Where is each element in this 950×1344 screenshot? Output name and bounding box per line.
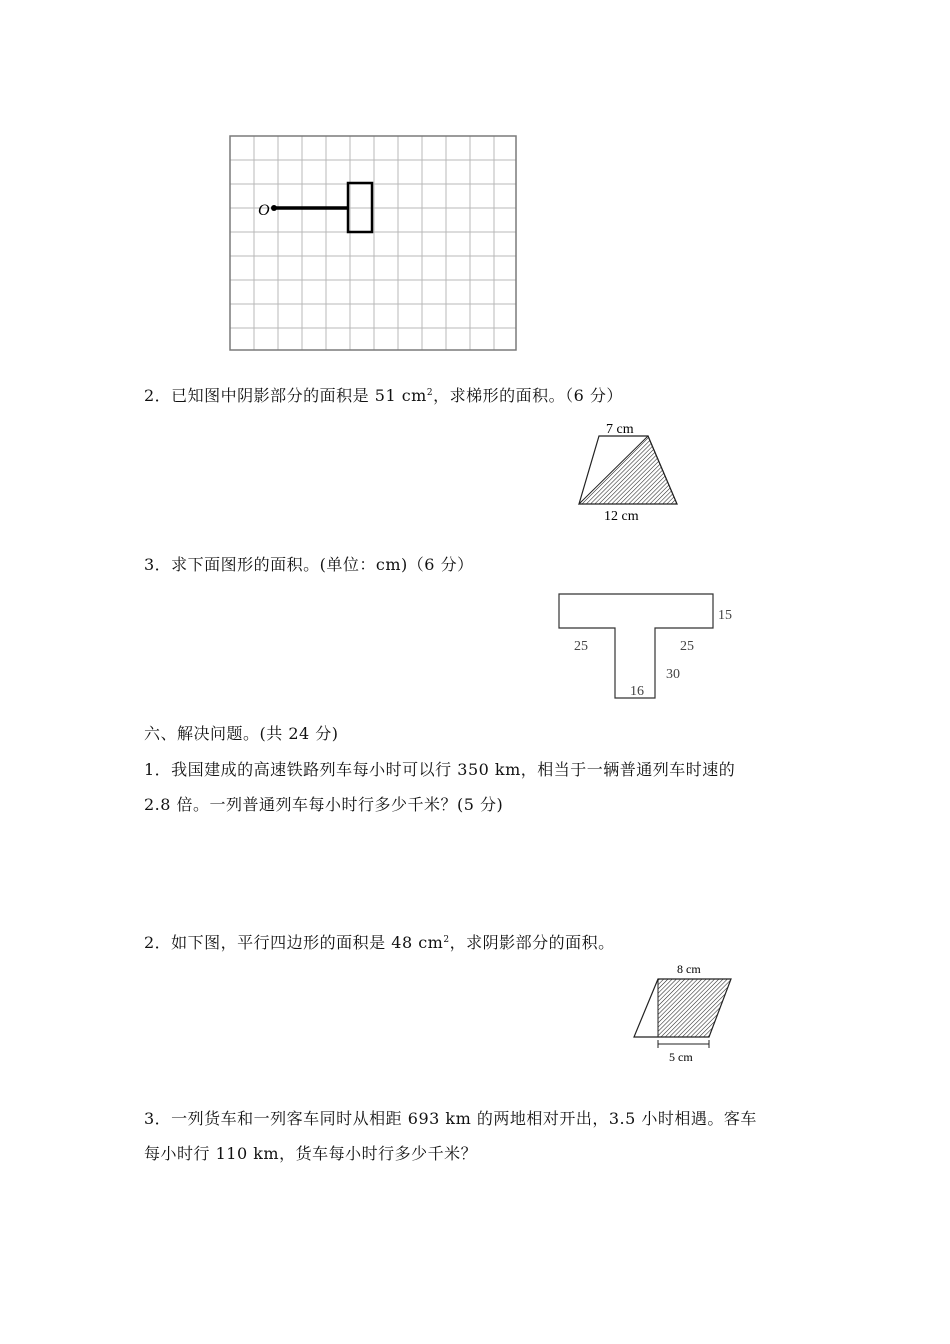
label-30: 30 [666,667,680,682]
question-text: 2．如下图，平行四边形的面积是 48 cm [144,933,444,952]
trapezoid-top-label: 7 cm [606,422,634,437]
grid-figure [226,132,522,354]
question-6-2 [144,931,615,955]
question-6-1-line2: 2.8 倍。一列普通列车每小时行多少千米？(5 分) [144,795,504,814]
label-25-right: 25 [680,639,694,654]
parallelogram-bottom-label: 5 cm [669,1050,693,1064]
section-6-title: 六、解决问题。(共 24 分) [144,724,339,743]
label-16: 16 [630,684,644,699]
origin-dot [271,205,277,211]
parallelogram-top-label: 8 cm [677,962,701,976]
trapezoid-figure [570,418,690,526]
question-5-2 [144,384,623,408]
question-6-1-line1: 1．我国建成的高速铁路列车每小时可以行 350 km，相当于一辆普通列车时速的 [144,760,736,779]
question-6-3-line2: 每小时行 110 km，货车每小时行多少千米？ [144,1144,478,1163]
question-6-3-line1: 3．一列货车和一列客车同时从相距 693 km 的两地相对开出，3.5 小时相遇。客车 [144,1109,757,1128]
label-25-left: 25 [574,639,588,654]
parallelogram-figure [625,958,740,1066]
question-text-tail: ，求梯形的面积。（6 分） [433,386,623,405]
question-text-tail: ，求阴影部分的面积。 [449,933,615,952]
superscript: 2 [426,388,434,398]
origin-label: O [258,202,270,219]
t-shape-figure [550,590,750,705]
label-15: 15 [718,608,732,623]
superscript: 2 [443,935,450,945]
question-5-3: 3．求下面图形的面积。(单位：cm)（6 分） [144,555,474,574]
question-text: 2．已知图中阴影部分的面积是 51 cm [144,386,427,405]
trapezoid-bottom-label: 12 cm [604,509,639,524]
